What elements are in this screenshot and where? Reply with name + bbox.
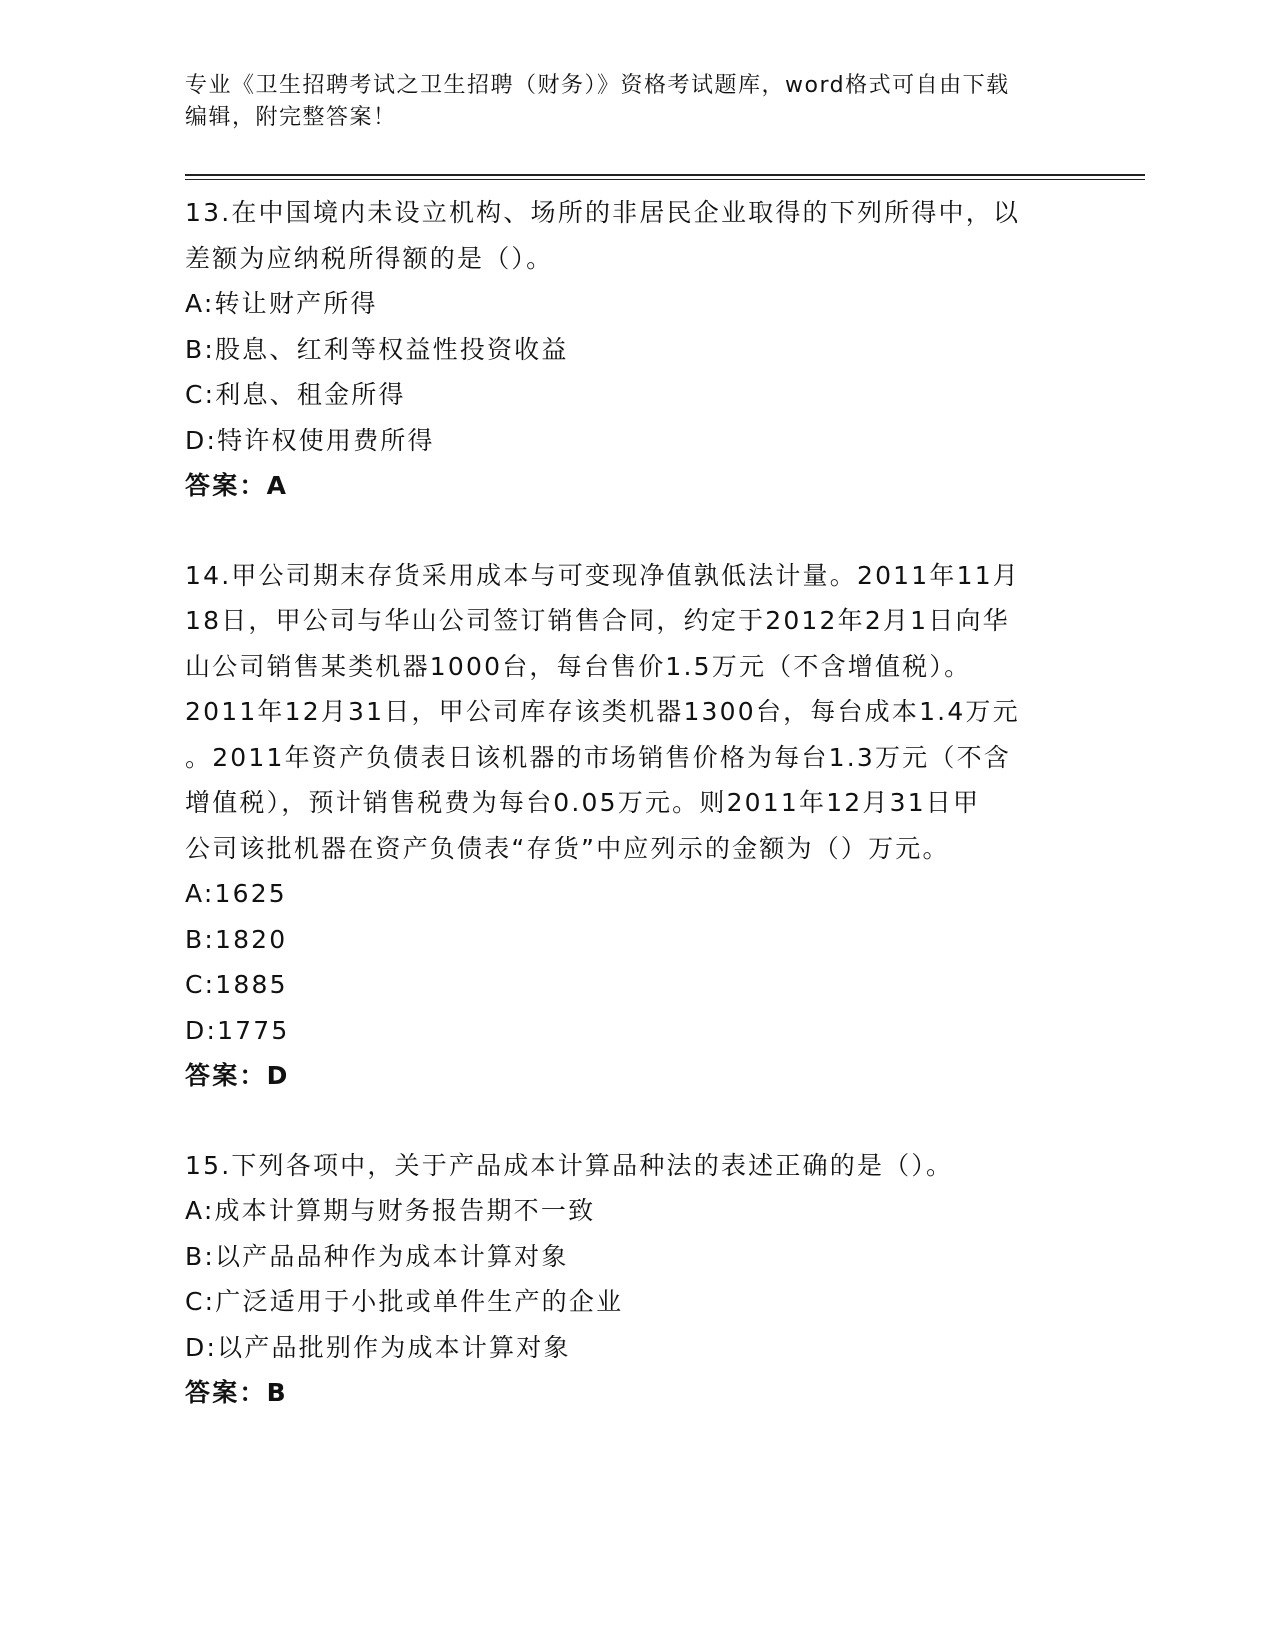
question-text: 差额为应纳税所得额的是（）。 [185, 243, 554, 273]
option-c: C:利息、租金所得 [185, 380, 406, 409]
header-line: 专业《卫生招聘考试之卫生招聘（财务）》资格考试题库，word格式可自由下载 [185, 73, 1010, 98]
question-text: 13.在中国境内未设立机构、场所的非居民企业取得的下列所得中，以 [185, 198, 1021, 227]
question-text: 公司该批机器在资产负债表“存货”中应列示的金额为（）万元。 [185, 833, 950, 863]
answer: 答案：D [185, 1061, 290, 1090]
option-a: A:转让财产所得 [185, 289, 378, 318]
option-d: D:特许权使用费所得 [185, 425, 435, 455]
option-d: D:1775 [185, 1015, 290, 1045]
header-divider [185, 174, 1145, 180]
question-15 [185, 1143, 1145, 1416]
answer: 答案：A [185, 471, 289, 500]
question-text: 14.甲公司期末存货采用成本与可变现净值孰低法计量。2011年11月 [185, 560, 1020, 590]
option-c: C:1885 [185, 970, 288, 999]
option-b: B:以产品品种作为成本计算对象 [185, 1241, 569, 1271]
option-b: B:1820 [185, 924, 288, 954]
question-text: 山公司销售某类机器1000台，每台售价1.5万元（不含增值税）。 [185, 651, 972, 681]
question-13 [185, 190, 1145, 509]
answer: 答案：B [185, 1378, 288, 1407]
header-line: 编辑，附完整答案！ [185, 105, 397, 130]
question-text: 2011年12月31日，甲公司库存该类机器1300台，每台成本1.4万元 [185, 697, 1020, 726]
question-text: 增值税），预计销售税费为每台0.05万元。则2011年12月31日甲 [185, 788, 981, 817]
question-14 [185, 553, 1145, 1099]
option-b: B:股息、红利等权益性投资收益 [185, 334, 569, 364]
option-a: A:1625 [185, 879, 287, 908]
document-header [185, 70, 1145, 134]
question-text: 15.下列各项中，关于产品成本计算品种法的表述正确的是（）。 [185, 1150, 954, 1180]
option-d: D:以产品批别作为成本计算对象 [185, 1332, 571, 1362]
document-page [185, 70, 1145, 1416]
option-a: A:成本计算期与财务报告期不一致 [185, 1196, 596, 1225]
option-c: C:广泛适用于小批或单件生产的企业 [185, 1287, 624, 1316]
question-text: 。2011年资产负债表日该机器的市场销售价格为每台1.3万元（不含 [185, 742, 1011, 772]
question-text: 18日，甲公司与华山公司签订销售合同，约定于2012年2月1日向华 [185, 606, 1010, 635]
